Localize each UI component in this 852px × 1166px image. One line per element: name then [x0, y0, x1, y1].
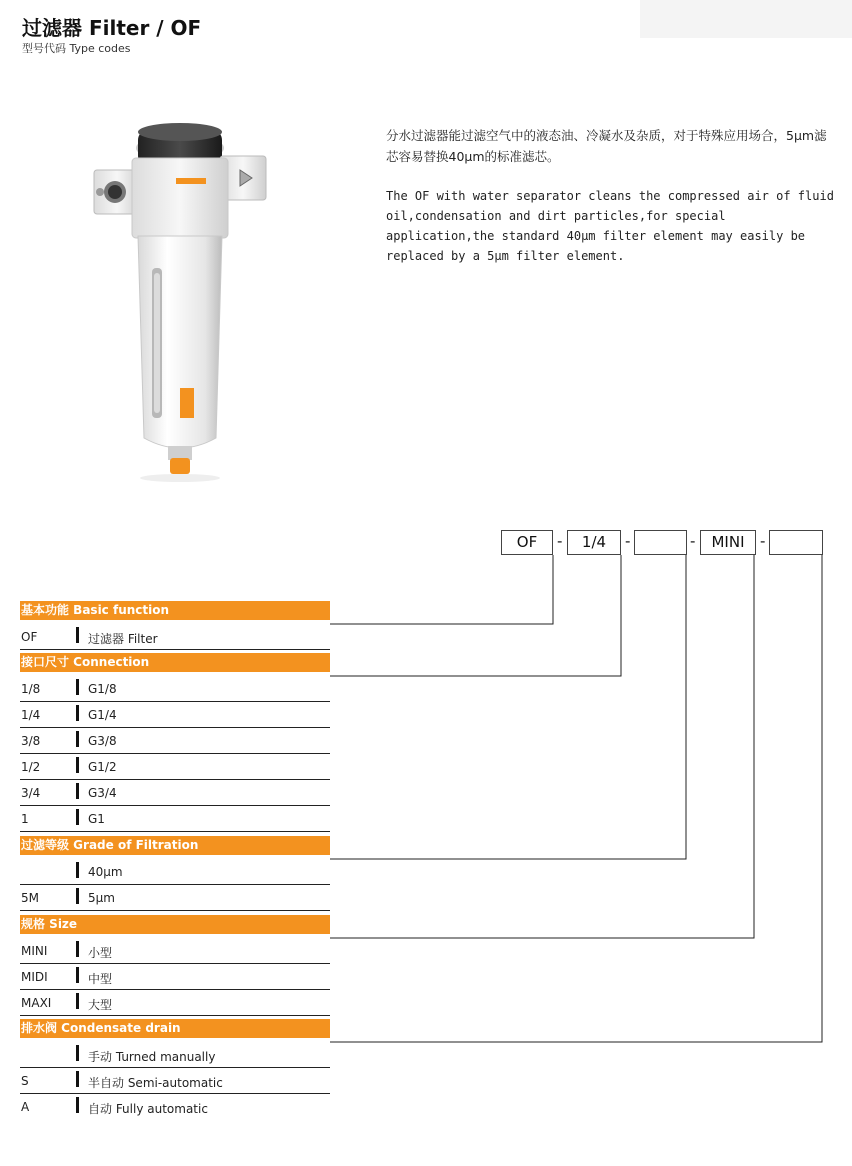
row-divider — [76, 862, 79, 878]
section-header-connection: 接口尺寸 Connection — [20, 653, 330, 672]
row-label: G3/8 — [88, 734, 117, 748]
table-row — [20, 624, 330, 650]
page-subtitle: 型号代码 Type codes — [22, 42, 131, 55]
page-title: 过滤器 Filter / OF — [22, 16, 202, 40]
row-code: 1/2 — [21, 760, 41, 774]
row-code: A — [21, 1100, 30, 1114]
description-chinese: 分水过滤器能过滤空气中的液态油、冷凝水及杂质，对于特殊应用场合，5μm滤芯容易替换40μm的标准滤芯。 — [386, 128, 827, 164]
row-label: G1/8 — [88, 682, 117, 696]
table-row — [20, 702, 330, 728]
connector-size — [330, 555, 754, 938]
table-row — [20, 754, 330, 780]
connector-connection — [330, 555, 621, 676]
code-box-connection: 1/4 — [567, 530, 621, 555]
table-row — [20, 990, 330, 1016]
table-row — [20, 1068, 330, 1094]
section-header-condensate-drain: 排水阀 Condensate drain — [20, 1019, 330, 1038]
row-divider — [76, 757, 79, 773]
table-row — [20, 964, 330, 990]
row-divider — [76, 967, 79, 983]
row-label: 中型 — [88, 972, 113, 986]
code-separator: - — [690, 532, 696, 550]
row-code: 1/8 — [21, 682, 41, 696]
section-header-grade-of-filtration: 过滤等级 Grade of Filtration — [20, 836, 330, 855]
row-label: 大型 — [88, 998, 113, 1012]
row-label: G1/2 — [88, 760, 117, 774]
row-code: MAXI — [21, 996, 52, 1010]
row-code: MINI — [21, 944, 48, 958]
row-code: MIDI — [21, 970, 48, 984]
row-divider — [76, 679, 79, 695]
table-row — [20, 859, 330, 885]
row-label: 40μm — [88, 865, 123, 879]
row-label: 5μm — [88, 891, 115, 905]
row-divider — [76, 809, 79, 825]
table-row — [20, 1042, 330, 1068]
row-divider — [76, 993, 79, 1009]
code-box-function: OF — [501, 530, 553, 555]
row-label: G1/4 — [88, 708, 117, 722]
row-label: 过滤器 Filter — [88, 632, 158, 646]
connector-function — [330, 555, 553, 624]
table-row — [20, 780, 330, 806]
row-code: S — [21, 1074, 29, 1088]
row-code: OF — [21, 630, 38, 644]
connector-filtration — [330, 555, 686, 859]
connector-drain — [330, 555, 822, 1042]
row-divider — [76, 1045, 79, 1061]
row-divider — [76, 888, 79, 904]
table-row — [20, 728, 330, 754]
row-label: 自动 Fully automatic — [88, 1102, 208, 1116]
row-divider — [76, 1071, 79, 1087]
row-divider — [76, 731, 79, 747]
table-row — [20, 676, 330, 702]
row-divider — [76, 1097, 79, 1113]
row-code: 1 — [21, 812, 29, 826]
row-code: 3/4 — [21, 786, 41, 800]
row-label: 手动 Turned manually — [88, 1050, 216, 1064]
row-divider — [76, 941, 79, 957]
row-label: 小型 — [88, 946, 113, 960]
row-divider — [76, 705, 79, 721]
table-row — [20, 1094, 330, 1120]
table-row — [20, 938, 330, 964]
row-label: 半自动 Semi-automatic — [88, 1076, 223, 1090]
section-header-basic-function: 基本功能 Basic function — [20, 601, 330, 620]
row-code: 3/8 — [21, 734, 41, 748]
section-header-size: 规格 Size — [20, 915, 330, 934]
table-row — [20, 885, 330, 911]
row-code: 5M — [21, 891, 39, 905]
code-separator: - — [625, 532, 631, 550]
code-separator: - — [760, 532, 766, 550]
row-divider — [76, 783, 79, 799]
table-row — [20, 806, 330, 832]
row-label: G1 — [88, 812, 105, 826]
code-box-size: MINI — [700, 530, 756, 555]
row-code: 1/4 — [21, 708, 41, 722]
row-divider — [76, 627, 79, 643]
row-label: G3/4 — [88, 786, 117, 800]
code-separator: - — [557, 532, 563, 550]
description-english: The OF with water separator cleans the compressed air of fluid oil,condensation and dirt particles,for special application,the standard 40μm filter element may easily be replaced by a 5μm filter element. — [386, 189, 834, 263]
